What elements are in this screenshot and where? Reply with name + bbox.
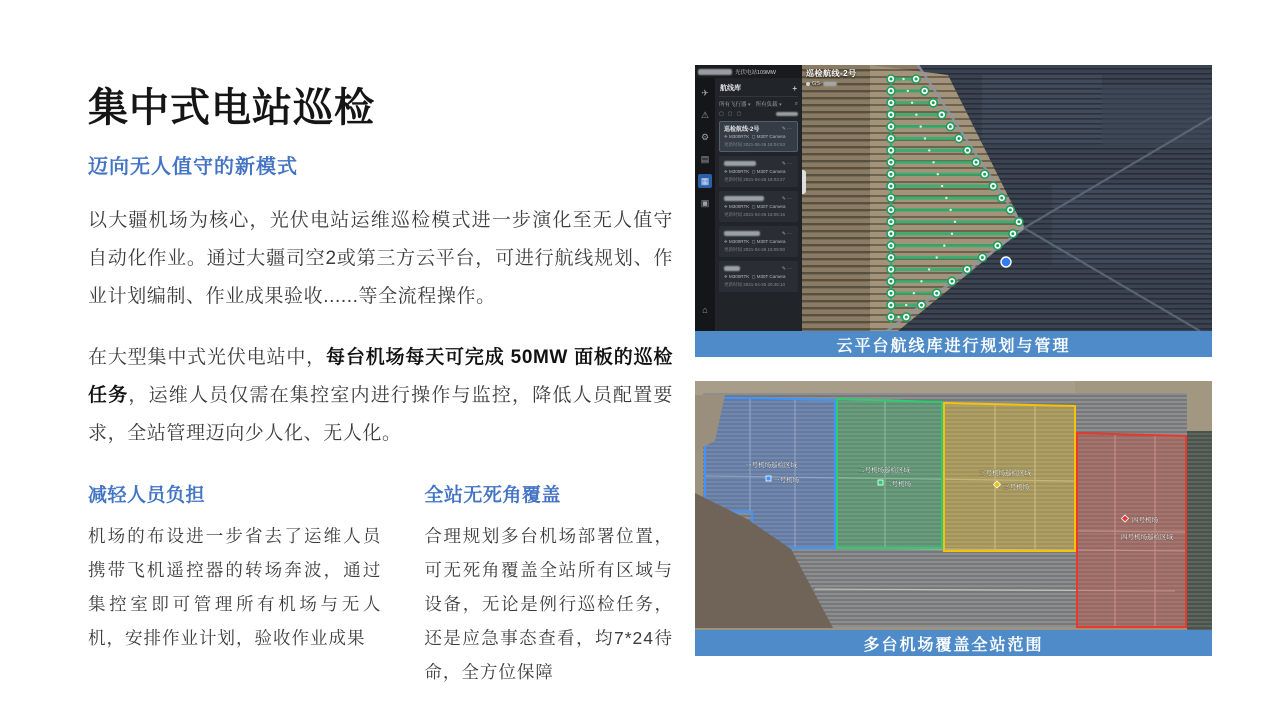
feature-title: 全站无死角覆盖	[424, 485, 561, 506]
alert-icon[interactable]: ⚠	[700, 110, 710, 120]
zone1-dock-label: 一号机场	[773, 477, 799, 484]
more-icon[interactable]: ⋯	[787, 125, 793, 132]
route-updated-time: 更新时间 2021-04-26 15:08:50	[724, 247, 786, 252]
route-meta: ✈ M300RTK ◻ M30T Camera	[724, 134, 786, 139]
route-meta: ✈ M300RTK ◻ M30T Camera	[724, 204, 786, 209]
route-meta: ✈ M300RTK ◻ M30T Camera	[724, 274, 786, 279]
camera-icon: ◻	[751, 239, 756, 244]
coverage-screenshot	[695, 381, 1212, 630]
redacted-route-name	[724, 196, 764, 201]
feature-title: 减轻人员负担	[88, 485, 206, 506]
station-title: 光伏电站109MW	[735, 69, 776, 76]
camera-icon: ◻	[751, 169, 756, 174]
zone3-area-label: 三号机场巡检区域	[979, 470, 1031, 477]
capacity-paragraph-suffix: ，运维人员仅需在集控室内进行操作与监控，降低人员配置要求，全站管理迈向少人化、无人化。	[88, 385, 674, 444]
sort-order-control[interactable]	[776, 112, 798, 116]
route-card[interactable]	[719, 191, 798, 222]
feature-reduce-burden	[88, 480, 381, 689]
route-map-view[interactable]	[802, 65, 1212, 331]
drone-filter[interactable]: 所有飞行器 ▾	[719, 102, 751, 108]
settings-icon[interactable]: ⚙	[700, 132, 710, 142]
text-column	[88, 76, 673, 689]
route-card[interactable]	[719, 261, 798, 292]
route-type-checkbox[interactable]: ▢	[727, 111, 733, 117]
plane-icon: ✈	[724, 274, 728, 279]
person-icon	[806, 82, 810, 86]
plane-icon: ✈	[724, 204, 728, 209]
more-icon[interactable]: ⋯	[787, 195, 793, 202]
plane-icon: ✈	[724, 239, 728, 244]
feature-full-coverage	[424, 480, 673, 689]
add-route-button[interactable]: +	[792, 83, 797, 93]
search-icon[interactable]: ⌕	[794, 100, 798, 107]
capacity-paragraph-bold: 每台机场每天可完成 50MW 面板的巡检任务	[88, 347, 674, 406]
route-name: 巡检航线-2号	[724, 127, 760, 133]
flighthub-screenshot	[695, 65, 1212, 331]
redacted-org-name	[698, 69, 732, 75]
zone-dock3[interactable]	[944, 403, 1075, 551]
camera-icon: ◻	[751, 134, 756, 139]
edit-icon[interactable]: ✎	[781, 125, 787, 132]
feature-columns	[88, 480, 673, 689]
figure2-caption: 多台机场覆盖全站范围	[695, 630, 1212, 656]
satellite-map-canvas	[802, 65, 1212, 331]
coverage-map-canvas	[695, 381, 1212, 630]
route-card[interactable]	[719, 226, 798, 257]
filter-row	[719, 100, 798, 108]
panel-title: 航线库	[720, 85, 741, 92]
fleet-icon[interactable]: ✈	[701, 88, 709, 98]
camera-icon: ◻	[751, 204, 756, 209]
figure-column	[695, 65, 1212, 656]
dock-icon[interactable]: ⌂	[702, 305, 708, 315]
route-updated-time: 更新时间 2021-04-26 15:05:16	[724, 212, 786, 217]
zone-dock4[interactable]	[1077, 433, 1186, 627]
flighthub-lower	[695, 78, 802, 331]
edit-icon[interactable]: ✎	[781, 160, 787, 167]
zone1-area-label: 一号机场巡检区域	[745, 462, 797, 469]
panel-header	[719, 81, 798, 97]
route-type-checkbox[interactable]: ▢	[719, 111, 724, 117]
route-type-checkbox[interactable]: ▢	[736, 111, 742, 117]
chevron-down-icon: ▾	[779, 102, 782, 108]
zone4-dock-label: 四号机场	[1132, 517, 1158, 524]
route-updated-time: 更新时间 2021-06-26 18:04:53	[724, 142, 786, 147]
route-library-icon[interactable]: ▦	[698, 174, 712, 188]
dock1-marker[interactable]	[766, 476, 771, 481]
figure1-caption: 云平台航线库进行规划与管理	[695, 331, 1212, 357]
task-plan-icon[interactable]: ▣	[700, 198, 710, 208]
more-icon[interactable]: ⋯	[787, 265, 793, 272]
route-card[interactable]	[719, 121, 798, 152]
chevron-down-icon: ▾	[748, 102, 751, 108]
more-icon[interactable]: ⋯	[787, 160, 793, 167]
feature-body: 合理规划多台机场部署位置，可无死角覆盖全站所有区域与设备，无论是例行巡检任务，还是应急事态查看，均7*24待命，全方位保障	[424, 526, 673, 682]
figure-coverage-map	[695, 381, 1212, 656]
zone4-area-label: 四号机场巡检区域	[1121, 534, 1173, 541]
intro-paragraph: 以大疆机场为核心，光伏电站运维巡检模式进一步演化至无人值守自动化作业。通过大疆司空2或第三方云平台，可进行航线规划、作业计划编制、作业成果验收......等全流程操作。	[88, 210, 673, 307]
plane-icon: ✈	[724, 169, 728, 174]
media-icon[interactable]: ▤	[700, 154, 710, 164]
map-route-author: GS-	[806, 81, 857, 87]
redacted-route-name	[724, 266, 740, 271]
edit-icon[interactable]: ✎	[781, 265, 787, 272]
route-meta: ✈ M300RTK ◻ M30T Camera	[724, 239, 786, 244]
redacted-route-name	[724, 231, 760, 236]
flighthub-left-area	[695, 65, 802, 331]
redacted-author-name	[823, 82, 837, 86]
route-card[interactable]	[719, 156, 798, 187]
zone2-dock-label: 二号机场	[885, 481, 911, 488]
route-meta: ✈ M300RTK ◻ M30T Camera	[724, 169, 786, 174]
zone2-area-label: 二号机场巡检区域	[858, 467, 910, 474]
payload-filter[interactable]: 所有负载 ▾	[755, 102, 782, 108]
capacity-paragraph-prefix: 在大型集中式光伏电站中，	[88, 347, 327, 368]
redacted-route-name	[724, 161, 756, 166]
edit-icon[interactable]: ✎	[781, 195, 787, 202]
dock-location-marker[interactable]	[1001, 257, 1011, 267]
edit-icon[interactable]: ✎	[781, 230, 787, 237]
figure-route-library	[695, 65, 1212, 357]
dock2-marker[interactable]	[878, 480, 883, 485]
map-route-title: 巡检航线-2号	[806, 69, 857, 78]
flighthub-topbar	[695, 65, 802, 78]
zone3-dock-label: 三号机场	[1003, 484, 1029, 491]
page-subtitle: 迈向无人值守的新模式	[88, 156, 298, 178]
panel-collapse-handle[interactable]	[802, 170, 806, 194]
route-card-list	[719, 121, 798, 296]
capacity-paragraph	[88, 339, 673, 453]
more-icon[interactable]: ⋯	[787, 230, 793, 237]
route-library-panel	[715, 78, 802, 331]
page-title: 集中式电站巡检	[88, 86, 375, 130]
plane-icon: ✈	[724, 134, 728, 139]
flighthub-nav-rail	[695, 78, 715, 331]
feature-body: 机场的布设进一步省去了运维人员携带飞机遥控器的转场奔波，通过集控室即可管理所有机场与无人机，安排作业计划，验收作业成果	[88, 526, 382, 648]
route-updated-time: 更新时间 2021-04-25 20:46:10	[724, 282, 786, 287]
route-updated-time: 更新时间 2021-04-26 18:03:27	[724, 177, 786, 182]
camera-icon: ◻	[751, 274, 756, 279]
map-route-label	[806, 68, 857, 87]
type-checkbox-row	[719, 111, 798, 117]
